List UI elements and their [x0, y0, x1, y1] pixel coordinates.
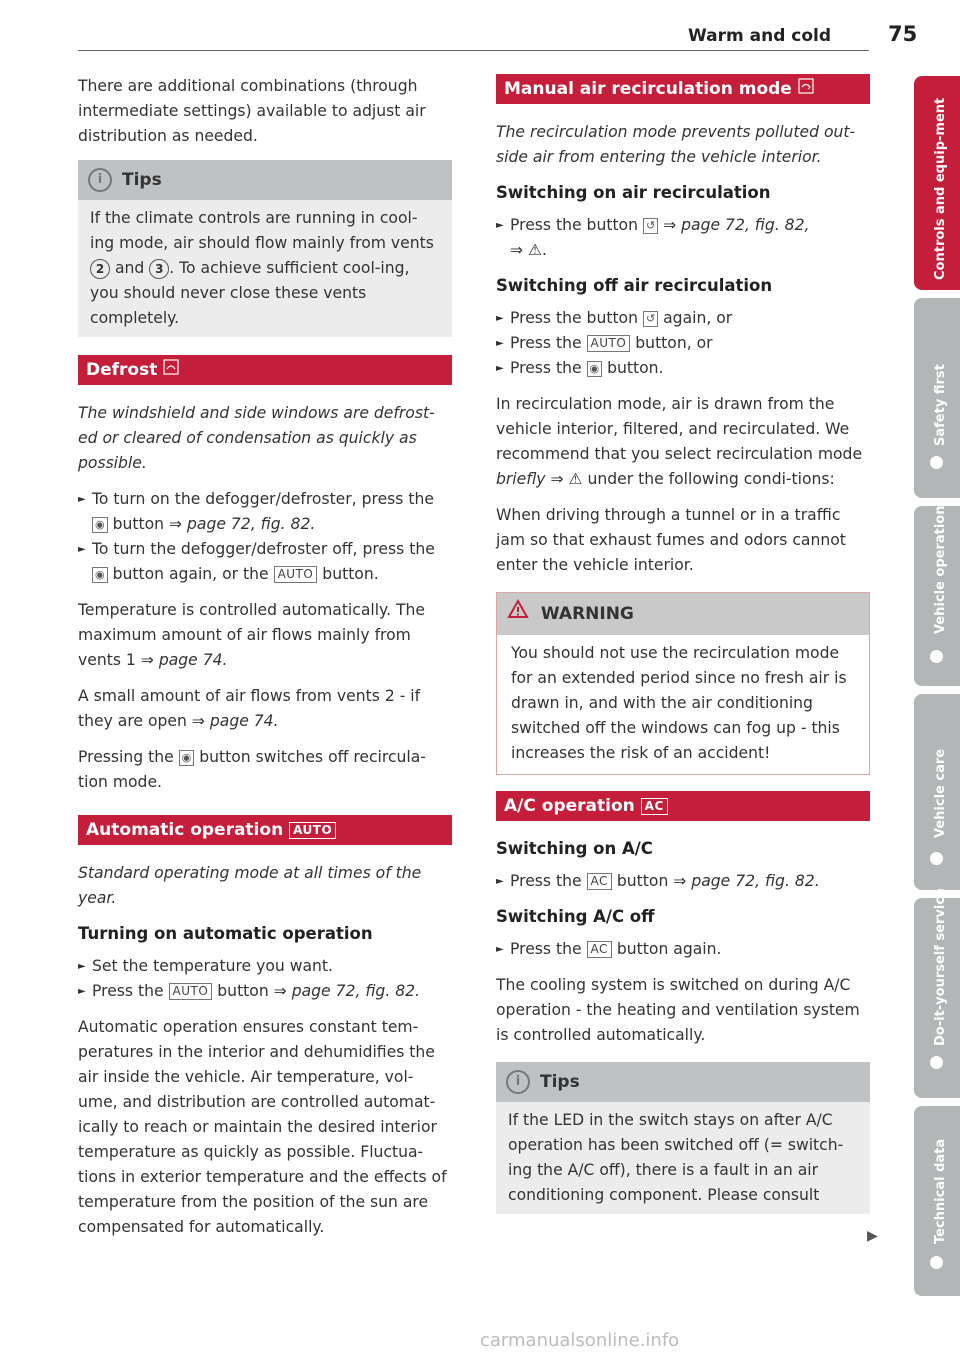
vent-2-marker: 2	[90, 259, 110, 279]
list-item	[496, 213, 870, 238]
auto-intro: Standard operating mode at all times of the year.	[78, 864, 422, 907]
auto-key: AUTO	[169, 983, 213, 1000]
bullet-text: Press the	[510, 334, 587, 352]
section-title: Automatic operation	[86, 820, 284, 840]
warning-body: You should not use the recirculation mode for an extended period since no fresh air is drawn in, and with the air conditioning switched off the windows can fog up - this increases the risk of an accident!	[511, 644, 847, 762]
bullet-text: Press the	[510, 940, 587, 958]
tips-box	[78, 160, 452, 337]
auto-key: AUTO	[274, 566, 318, 583]
warning-header	[497, 593, 869, 635]
tips-text-post: . To achieve sufficient cool-ing, you should never close these vents completely.	[90, 259, 410, 327]
bullet-text-mid: button again, or the	[107, 565, 274, 583]
tips-header	[78, 160, 452, 200]
section-bar-ac	[496, 791, 870, 821]
vent-3-marker: 3	[149, 259, 169, 279]
bullet-text-post: button ⇒	[611, 872, 692, 890]
bullet-text-post: again, or	[658, 309, 733, 327]
tips-box	[496, 1062, 870, 1214]
watermark: carmanualsonline.info	[480, 1330, 680, 1351]
section-title: Defrost	[86, 360, 158, 380]
tab-do-it-yourself-service[interactable]	[914, 888, 960, 1098]
bullet-text-post: button again.	[611, 940, 722, 958]
list-item	[496, 937, 870, 962]
tips-body	[78, 200, 452, 337]
paragraph: Automatic operation ensures constant tem-peratures in the interior and dehumidifies the air inside the vehicle. Air temperature, vol-ume, and distribution are controlled automat-ically to reach or maintain the desired interior temperature as quickly as possible. Fluctua-tions in exterior temperature and the effects of temperature from the position of the sun are compensated for automatically.	[78, 1018, 447, 1236]
subheading: Switching on A/C	[496, 839, 653, 858]
defrost-button-icon: ◉	[179, 750, 195, 766]
bullet-text: To turn on the defogger/defroster, press the	[92, 490, 434, 508]
recirculation-button-icon: ↺	[643, 218, 658, 234]
paragraph-text: A small amount of air flows from vents 2 - if they are open ⇒	[78, 687, 421, 730]
info-icon: i	[88, 168, 112, 192]
recirculation-icon	[798, 74, 814, 104]
page-reference: page 74.	[209, 712, 279, 730]
bullet-text-post: button.	[602, 359, 664, 377]
page-reference: page 72, fig. 82.	[291, 982, 421, 1000]
warning-box	[496, 592, 870, 775]
section-bar-automatic	[78, 815, 452, 845]
section-title: A/C operation	[504, 796, 635, 816]
tab-vehicle-care[interactable]	[914, 694, 960, 890]
tab-label: Vehicle operation	[933, 505, 948, 634]
page-reference: page 72, fig. 82.	[691, 872, 820, 890]
left-column	[78, 74, 452, 1251]
list-item	[496, 356, 870, 381]
warning-triangle-icon	[507, 593, 529, 635]
tips-body: If the LED in the switch stays on after A/C operation has been switched off (= switch-ing the A/C off), there is a fault in an air conditioning component. Please consult	[508, 1111, 844, 1204]
list-item	[78, 487, 452, 537]
recirculation-button-icon: ↺	[643, 311, 658, 327]
warning-reference: ⇒ ⚠.	[510, 241, 547, 259]
section-title: Manual air recirculation mode	[504, 79, 792, 99]
running-header-title: Warm and cold	[688, 26, 832, 46]
right-column	[496, 74, 870, 1232]
defrost-button-icon: ◉	[587, 361, 603, 377]
list-item: ► Set the temperature you want.	[78, 954, 452, 979]
ac-key: AC	[587, 941, 612, 958]
paragraph	[78, 745, 452, 795]
list-item	[78, 979, 452, 1004]
bullet-text: Press the	[92, 982, 169, 1000]
header-rule	[78, 50, 869, 51]
defrost-icon	[163, 355, 179, 385]
bullet-text: Press the	[510, 872, 587, 890]
tab-controls-and-equipment[interactable]	[914, 76, 960, 290]
paragraph-text-post: ⇒ ⚠ under the following condi-tions:	[545, 470, 835, 488]
tab-technical-data[interactable]	[914, 1106, 960, 1296]
list-item	[496, 331, 870, 356]
auto-key: AUTO	[289, 822, 336, 839]
page-reference: page 74.	[158, 651, 228, 669]
ac-key: AC	[641, 798, 668, 815]
tab-dot	[930, 650, 943, 663]
paragraph-text: Pressing the	[78, 748, 179, 766]
list-item	[78, 537, 452, 587]
bullet-text: Press the button	[510, 309, 643, 327]
tab-dot	[930, 852, 943, 865]
bullet-text-post: button ⇒	[212, 982, 292, 1000]
bullet-text: Press the	[510, 359, 587, 377]
tips-text: If the climate controls are running in cool-ing mode, air should flow mainly from vents	[90, 209, 434, 252]
section-bar-recirculation	[496, 74, 870, 104]
tab-label: Do-it-yourself service	[933, 888, 948, 1046]
tab-dot	[930, 1256, 943, 1269]
bullet-text-post: button.	[317, 565, 379, 583]
bullet-text: Press the button	[510, 216, 643, 234]
paragraph: When driving through a tunnel or in a traffic jam so that exhaust fumes and odors cannot enter the vehicle interior.	[496, 506, 846, 574]
tips-title: Tips	[540, 1072, 580, 1092]
subheading: Switching A/C off	[496, 907, 655, 926]
subheading: Turning on automatic operation	[78, 924, 373, 943]
recirculation-intro: The recirculation mode prevents polluted out-side air from entering the vehicle interior.	[496, 123, 856, 166]
tab-safety-first[interactable]	[914, 298, 960, 498]
paragraph	[496, 392, 870, 492]
tab-label: Controls and equip-ment	[933, 97, 948, 280]
subheading: Switching on air recirculation	[496, 183, 771, 202]
auto-key: AUTO	[587, 335, 631, 352]
page-reference: page 72, fig. 82,	[681, 216, 810, 234]
list-item	[496, 306, 870, 331]
paragraph-text-post: button switches off recircula-tion mode.	[78, 748, 426, 791]
ac-key: AC	[587, 873, 612, 890]
tab-vehicle-operation[interactable]	[914, 506, 960, 686]
defrost-intro: The windshield and side windows are defrost-ed or cleared of condensation as quickly as possible.	[78, 404, 435, 472]
page-reference: page 72, fig. 82.	[186, 515, 316, 533]
subheading: Switching off air recirculation	[496, 276, 773, 295]
paragraph-text: In recirculation mode, air is drawn from the vehicle interior, filtered, and recirculated. We recommend that you select recirculation mode	[496, 395, 863, 463]
section-bar-defrost	[78, 355, 452, 385]
defrost-button-icon: ◉	[92, 567, 108, 583]
paragraph-text: Temperature is controlled automatically. The maximum amount of air flows mainly from vents 1 ⇒	[78, 601, 425, 669]
defrost-button-icon: ◉	[92, 517, 108, 533]
paragraph	[78, 598, 452, 673]
info-icon: i	[506, 1070, 530, 1094]
bullet-text-post: ⇒	[658, 216, 682, 234]
page-number: 75	[888, 22, 918, 46]
bullet-text-post: button ⇒	[107, 515, 187, 533]
warning-title: WARNING	[540, 604, 634, 624]
tab-dot	[930, 1056, 943, 1069]
tab-label: Vehicle care	[933, 748, 948, 838]
tab-dot	[930, 456, 943, 469]
tips-header	[496, 1062, 870, 1102]
tips-text-mid: and	[110, 259, 150, 277]
list-item	[496, 869, 870, 894]
emphasis: briefly	[496, 470, 546, 488]
tips-title: Tips	[122, 170, 162, 190]
bullet-text: To turn the defogger/defroster off, press the	[92, 540, 435, 558]
continue-arrow-icon: ▶	[867, 1228, 878, 1244]
paragraph	[78, 684, 452, 734]
tab-label: Safety first	[933, 364, 948, 446]
tab-label: Technical data	[933, 1138, 948, 1244]
bullet-text-post: button, or	[630, 334, 713, 352]
intro-paragraph: There are additional combinations (through intermediate settings) available to adjust air distribution as needed.	[78, 77, 426, 145]
paragraph: The cooling system is switched on during A/C operation - the heating and ventilation system is controlled automatically.	[496, 976, 860, 1044]
